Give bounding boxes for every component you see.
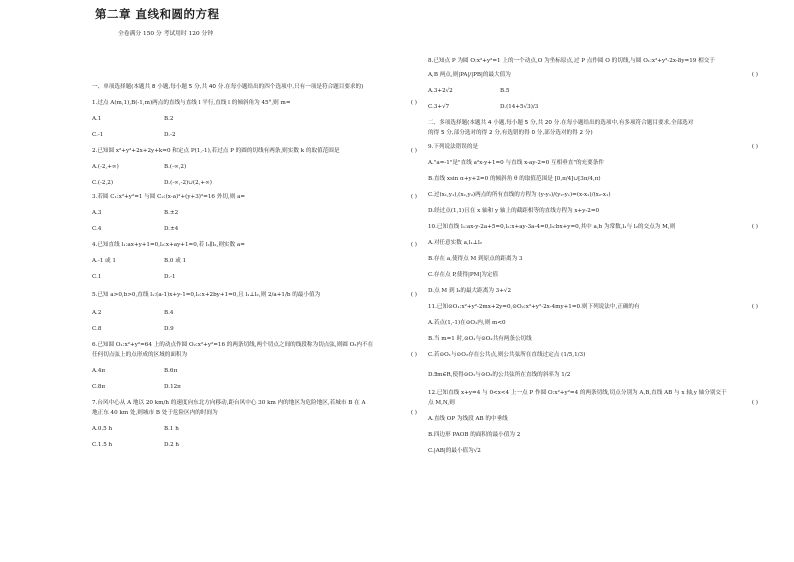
option-text: D.-2 (164, 132, 176, 138)
line-text: 10.已知直线 l₁:ax-y-2a+5=0,l₂:x+ay-3a-4=0,l₃:bx+y=0,其中 a,b 为常数,l₁与 l₂的交点为 M,则 (428, 224, 676, 230)
line-text: B.四边形 PAOB 的面积的最小值为 2 (428, 432, 521, 438)
line-text: C.4 (92, 226, 102, 232)
question-line (92, 116, 417, 123)
line-text: A.(-2,+∞) (92, 164, 119, 170)
line-text: D.点 M 到 l₃的最大距离为 3+√2 (428, 288, 512, 294)
question-line (428, 160, 758, 167)
question-line (92, 84, 417, 91)
line-text: C.若⊙O₁与⊙O₂存在公共点,则公共弦所在直线过定点 (1/5,1/3) (428, 352, 586, 358)
answer-paren: ( ) (410, 100, 417, 106)
line-text: A.直线 OP 为线段 AB 的中垂线 (428, 416, 508, 422)
answer-paren: ( ) (751, 144, 758, 150)
line-text: 8.已知点 P 为圆 O:x²+y²=1 上的一个动点,O 为坐标原点,过 P 点作圆 O 的切线,与圆 O₁:x²+y²-2x-8y=19 相交于 (428, 58, 715, 64)
question-line (92, 180, 417, 187)
question-line (92, 352, 417, 359)
line-text: A.3 (92, 210, 102, 216)
answer-paren: ( ) (751, 304, 758, 310)
question-line (428, 192, 758, 199)
answer-paren: ( ) (751, 400, 758, 406)
line-text: C.8 (92, 326, 102, 332)
line-text: A.4π (92, 368, 106, 374)
line-text: C.过(x₁,y₁),(x₂,y₂)两点的所有直线的方程为 (y-y₁)/(y₂-y₁)=(x-x₁)/(x₂-x₁) (428, 192, 611, 198)
question-line (428, 272, 758, 279)
question-line (428, 240, 758, 247)
question-line (92, 410, 417, 417)
line-text: A.2 (92, 310, 102, 316)
question-line (92, 426, 417, 433)
line-text: C.8π (92, 384, 106, 390)
line-text: 点 M,N,则 (428, 400, 455, 406)
line-text: 的得 5 分,部分选对的得 2 分,有选错的得 0 分,部分选对的得 2 分) (428, 130, 593, 136)
question-line (428, 352, 758, 359)
answer-paren: ( ) (410, 410, 417, 416)
line-text: A.-1 或 1 (92, 258, 116, 264)
line-text: A.若点(1,-1)在⊙O₁内,则 m<0 (428, 320, 506, 326)
option-text: D.9 (164, 326, 174, 332)
question-line (92, 442, 417, 449)
question-line (428, 416, 758, 423)
question-line (92, 400, 417, 407)
question-line (92, 100, 417, 107)
line-text: C.3+√7 (428, 104, 450, 110)
answer-paren: ( ) (410, 194, 417, 200)
option-text: B.±2 (164, 210, 179, 216)
line-text: C.存在点 P,使得|PM|为定值 (428, 272, 499, 278)
question-line (92, 242, 417, 249)
line-text: 11.已知⊙O₁:x²+y²-2mx+2y=0,⊙O₂:x²+y²-2x-4my+1=0.则下列说法中,正确的有 (428, 304, 640, 310)
question-line (92, 326, 417, 333)
question-line (428, 336, 758, 343)
question-line (92, 384, 417, 391)
line-text: C.1 (92, 274, 102, 280)
answer-paren: ( ) (410, 242, 417, 248)
line-text: 2.已知圆 x²+y²+2x+2y+k=0 和定点 P(1,-1),若过点 P 的圆的切线有两条,则实数 k 的取值范围是 (92, 148, 340, 154)
question-line (428, 104, 758, 111)
answer-paren: ( ) (410, 292, 417, 298)
line-text: 一、单项选择题(本题共 8 小题,每小题 5 分,共 40 分.在每小题给出的四个选项中,只有一项是符合题目要求的) (92, 84, 364, 90)
question-line (428, 58, 758, 65)
option-text: D.(-∞,-2)∪(2,+∞) (164, 180, 212, 186)
question-line (92, 132, 417, 139)
line-text: A.3+2√2 (428, 88, 453, 94)
line-text: A.0.5 h (92, 426, 113, 432)
question-line (428, 400, 758, 407)
line-text: 3.若圆 C₁:x²+y²=1 与圆 C₂:(x-a)²+(y+3)²=16 外切,则 a= (92, 194, 246, 200)
question-line (428, 176, 758, 183)
question-line (92, 148, 417, 155)
line-text: C.(-2,2) (92, 180, 114, 186)
line-text: B.存在 a,使得点 M 到原点的距离为 3 (428, 256, 523, 262)
line-text: 4.已知直线 l₁:ax+y+1=0,l₂:x+ay+1=0,若 l₁∥l₂,则实数 a= (92, 242, 245, 248)
question-line (92, 274, 417, 281)
line-text: D.∃m∈R,使得⊙O₁与⊙O₂的公共弦所在直线的斜率为 1/2 (428, 372, 571, 378)
question-line (428, 224, 758, 231)
line-text: 9.下列说法错误的是 (428, 144, 479, 150)
question-line (428, 208, 758, 215)
question-line (92, 292, 417, 299)
option-text: B.2 (164, 116, 174, 122)
question-line (92, 210, 417, 217)
question-line (428, 256, 758, 263)
question-line (428, 320, 758, 327)
line-text: C.1.5 h (92, 442, 113, 448)
answer-paren: ( ) (410, 148, 417, 154)
question-line (428, 432, 758, 439)
question-line (92, 226, 417, 233)
question-line (428, 130, 758, 137)
question-line (92, 258, 417, 265)
question-line (428, 288, 758, 295)
option-text: B.4 (164, 310, 174, 316)
option-text: B.(-∞,2) (164, 164, 187, 170)
question-line (92, 164, 417, 171)
question-line (428, 304, 758, 311)
answer-paren: ( ) (751, 72, 758, 78)
line-text: A."a=-1"是"直线 a²x-y+1=0 与直线 x-ay-2=0 互相垂直"的充要条件 (428, 160, 604, 166)
question-line (92, 310, 417, 317)
question-line (92, 342, 417, 349)
line-text: B.当 m=1 时,⊙O₁与⊙O₂共有两条公切线 (428, 336, 532, 342)
question-line (428, 144, 758, 151)
line-text: C.|AB|的最小值为√2 (428, 448, 481, 454)
line-text: 任何切点弦上的点形成的区域的面积为 (92, 352, 188, 358)
question-line (428, 448, 758, 455)
line-text: A.对任意实数 a,l₁⊥l₂ (428, 240, 483, 246)
question-line (428, 88, 758, 95)
option-text: D.2 h (164, 442, 180, 448)
line-text: 1.过点 A(m,1),B(-1,m)两点的直线与直线 l 平行,直线 l 的倾斜角为 45°,则 m= (92, 100, 291, 106)
option-text: D.-1 (164, 274, 176, 280)
line-text: D.经过点(1,1)且在 x 轴和 y 轴上的截距相等的直线方程为 x+y-2=0 (428, 208, 600, 214)
answer-paren: ( ) (751, 224, 758, 230)
line-text: 二、多项选择题(本题共 4 小题,每小题 5 分,共 20 分.在每小题给出的选项中,有多项符合题目要求,全部选对 (428, 120, 694, 126)
option-text: B.0 或 1 (164, 258, 187, 264)
option-text: D.(14+5√3)/3 (500, 104, 539, 110)
question-line (92, 194, 417, 201)
question-line (428, 72, 758, 79)
exam-subtitle: 全卷满分 150 分 考试用时 120 分钟 (118, 31, 214, 37)
question-line (428, 372, 758, 379)
option-text: B.6π (164, 368, 178, 374)
line-text: A,B 两点,则|PA|/|PB|的最大值为 (428, 72, 511, 78)
answer-paren: ( ) (410, 352, 417, 358)
option-text: D.12π (164, 384, 181, 390)
line-text: B.直线 xsin α+y+2=0 的倾斜角 θ 的取值范围是 [0,π/4]∪[3π/4,π) (428, 176, 601, 182)
line-text: C.-1 (92, 132, 104, 138)
question-line (92, 368, 417, 375)
page-title: 第二章 直线和圆的方程 (95, 7, 220, 21)
option-text: B.1 h (164, 426, 179, 432)
line-text: A.1 (92, 116, 102, 122)
option-text: B.5 (500, 88, 510, 94)
line-text: 5.已知 a>0,b>0,直线 l₁:(a-1)x+y-1=0,l₂:x+2by+1=0,且 l₁⊥l₂,则 2/a+1/b 的最小值为 (92, 292, 321, 298)
line-text: 7.台风中心从 A 地以 20 km/h 的速度向东北方向移动,距台风中心 30 km 内的地区为危险地区,若城市 B 在 A (92, 400, 366, 406)
line-text: 地正东 40 km 处,则城市 B 处于危险区内的时间为 (92, 410, 218, 416)
line-text: 6.已知圆 O₁:x²+y²=64 上的动点作圆 O₂:x²+y²=16 的两条切线,两个切点之间的线段称为切点弦,则圆 O₂内不在 (92, 342, 374, 348)
line-text: 12.已知直线 x+y=4 与 0<x<4 上一点 P 作圆 O:x²+y²=4 的两条切线,切点分别为 A,B,直线 AB 与 x 轴,y 轴分别交于 (428, 390, 727, 396)
option-text: D.±4 (164, 226, 179, 232)
question-line (428, 120, 758, 127)
question-line (428, 390, 758, 397)
